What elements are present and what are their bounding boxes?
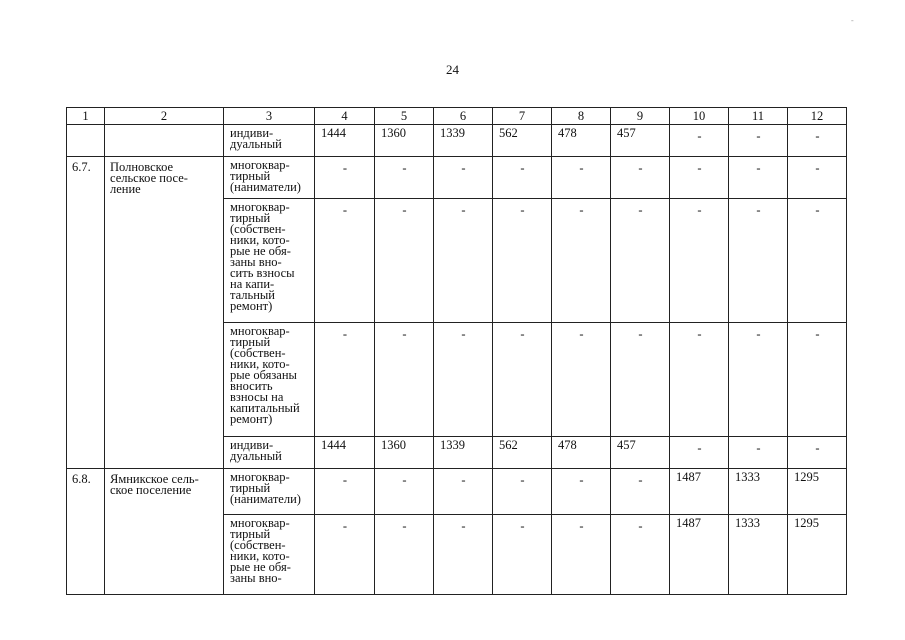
- value-cell-col-11: 1333: [729, 515, 788, 595]
- value-cell-col-7: 562: [493, 125, 552, 157]
- value-cell-col-8: 478: [552, 437, 611, 469]
- value-cell-col-7: -: [493, 323, 552, 437]
- value-cell-col-5: -: [375, 469, 434, 515]
- settlement-name: Ямникское сель- ское поселение: [105, 469, 224, 595]
- value-cell-col-9: -: [611, 469, 670, 515]
- value-cell-col-10: 1487: [670, 469, 729, 515]
- header-cell-9: 9: [611, 108, 670, 125]
- header-cell-2: 2: [105, 108, 224, 125]
- tariff-table: [66, 107, 847, 595]
- header-cell-1: 1: [67, 108, 105, 125]
- value-cell-col-6: -: [434, 323, 493, 437]
- value-cell-col-12: -: [788, 199, 847, 323]
- header-cell-6: 6: [434, 108, 493, 125]
- value-cell-col-6: 1339: [434, 125, 493, 157]
- table-row: [67, 125, 847, 157]
- header-cell-10: 10: [670, 108, 729, 125]
- value-cell-col-12: 1295: [788, 515, 847, 595]
- value-cell-col-9: -: [611, 199, 670, 323]
- header-row: [67, 108, 847, 125]
- page-number: 24: [446, 62, 459, 77]
- value-cell-col-6: -: [434, 469, 493, 515]
- value-cell-col-4: -: [315, 199, 375, 323]
- value-cell-col-5: 1360: [375, 437, 434, 469]
- value-cell-col-8: -: [552, 323, 611, 437]
- value-cell-col-9: -: [611, 323, 670, 437]
- value-cell-col-8: -: [552, 157, 611, 199]
- housing-type: многоквар- тирный (наниматели): [224, 469, 315, 515]
- value-cell-col-10: -: [670, 125, 729, 157]
- value-cell-col-6: 1339: [434, 437, 493, 469]
- housing-type: индиви- дуальный: [224, 125, 315, 157]
- value-cell-col-10: -: [670, 437, 729, 469]
- housing-type: многоквар- тирный (собствен- ники, кото- рые не обя- заны вно-: [224, 515, 315, 595]
- header-cell-11: 11: [729, 108, 788, 125]
- header-cell-5: 5: [375, 108, 434, 125]
- header-cell-3: 3: [224, 108, 315, 125]
- value-cell-col-4: -: [315, 157, 375, 199]
- value-cell-col-4: -: [315, 515, 375, 595]
- header-cell-4: 4: [315, 108, 375, 125]
- value-cell-col-10: -: [670, 323, 729, 437]
- corner-mark: -: [851, 16, 854, 25]
- header-cell-7: 7: [493, 108, 552, 125]
- value-cell-col-5: -: [375, 323, 434, 437]
- housing-type: многоквар- тирный (собствен- ники, кото- рые обязаны вносить взносы на капитальный ремонт): [224, 323, 315, 437]
- settlement-name: [105, 125, 224, 157]
- value-cell-col-7: -: [493, 515, 552, 595]
- value-cell-col-4: 1444: [315, 437, 375, 469]
- value-cell-col-10: -: [670, 157, 729, 199]
- value-cell-col-10: 1487: [670, 515, 729, 595]
- value-cell-col-5: -: [375, 515, 434, 595]
- value-cell-col-12: -: [788, 157, 847, 199]
- value-cell-col-11: -: [729, 157, 788, 199]
- value-cell-col-12: -: [788, 437, 847, 469]
- value-cell-col-10: -: [670, 199, 729, 323]
- value-cell-col-4: 1444: [315, 125, 375, 157]
- value-cell-col-5: 1360: [375, 125, 434, 157]
- table-row: [67, 469, 847, 515]
- value-cell-col-7: -: [493, 469, 552, 515]
- value-cell-col-8: -: [552, 199, 611, 323]
- header-cell-12: 12: [788, 108, 847, 125]
- value-cell-col-9: -: [611, 515, 670, 595]
- value-cell-col-5: -: [375, 157, 434, 199]
- value-cell-col-4: -: [315, 469, 375, 515]
- value-cell-col-6: -: [434, 157, 493, 199]
- item-number: 6.7.: [67, 157, 105, 469]
- item-number: 6.8.: [67, 469, 105, 595]
- header-cell-8: 8: [552, 108, 611, 125]
- value-cell-col-11: -: [729, 437, 788, 469]
- value-cell-col-8: 478: [552, 125, 611, 157]
- value-cell-col-8: -: [552, 515, 611, 595]
- table-row: [67, 157, 847, 199]
- value-cell-col-8: -: [552, 469, 611, 515]
- value-cell-col-7: 562: [493, 437, 552, 469]
- item-number: [67, 125, 105, 157]
- value-cell-col-12: 1295: [788, 469, 847, 515]
- housing-type: индиви- дуальный: [224, 437, 315, 469]
- value-cell-col-7: -: [493, 157, 552, 199]
- value-cell-col-12: -: [788, 323, 847, 437]
- housing-type: многоквар- тирный (наниматели): [224, 157, 315, 199]
- value-cell-col-7: -: [493, 199, 552, 323]
- value-cell-col-6: -: [434, 515, 493, 595]
- value-cell-col-11: -: [729, 125, 788, 157]
- value-cell-col-4: -: [315, 323, 375, 437]
- value-cell-col-11: -: [729, 199, 788, 323]
- value-cell-col-9: 457: [611, 437, 670, 469]
- value-cell-col-6: -: [434, 199, 493, 323]
- settlement-name: Полновское сельское посе- ление: [105, 157, 224, 469]
- value-cell-col-11: 1333: [729, 469, 788, 515]
- housing-type: многоквар- тирный (собствен- ники, кото- рые не обя- заны вно- сить взносы на капи- тальный ремонт): [224, 199, 315, 323]
- value-cell-col-12: -: [788, 125, 847, 157]
- value-cell-col-5: -: [375, 199, 434, 323]
- value-cell-col-9: -: [611, 157, 670, 199]
- value-cell-col-9: 457: [611, 125, 670, 157]
- value-cell-col-11: -: [729, 323, 788, 437]
